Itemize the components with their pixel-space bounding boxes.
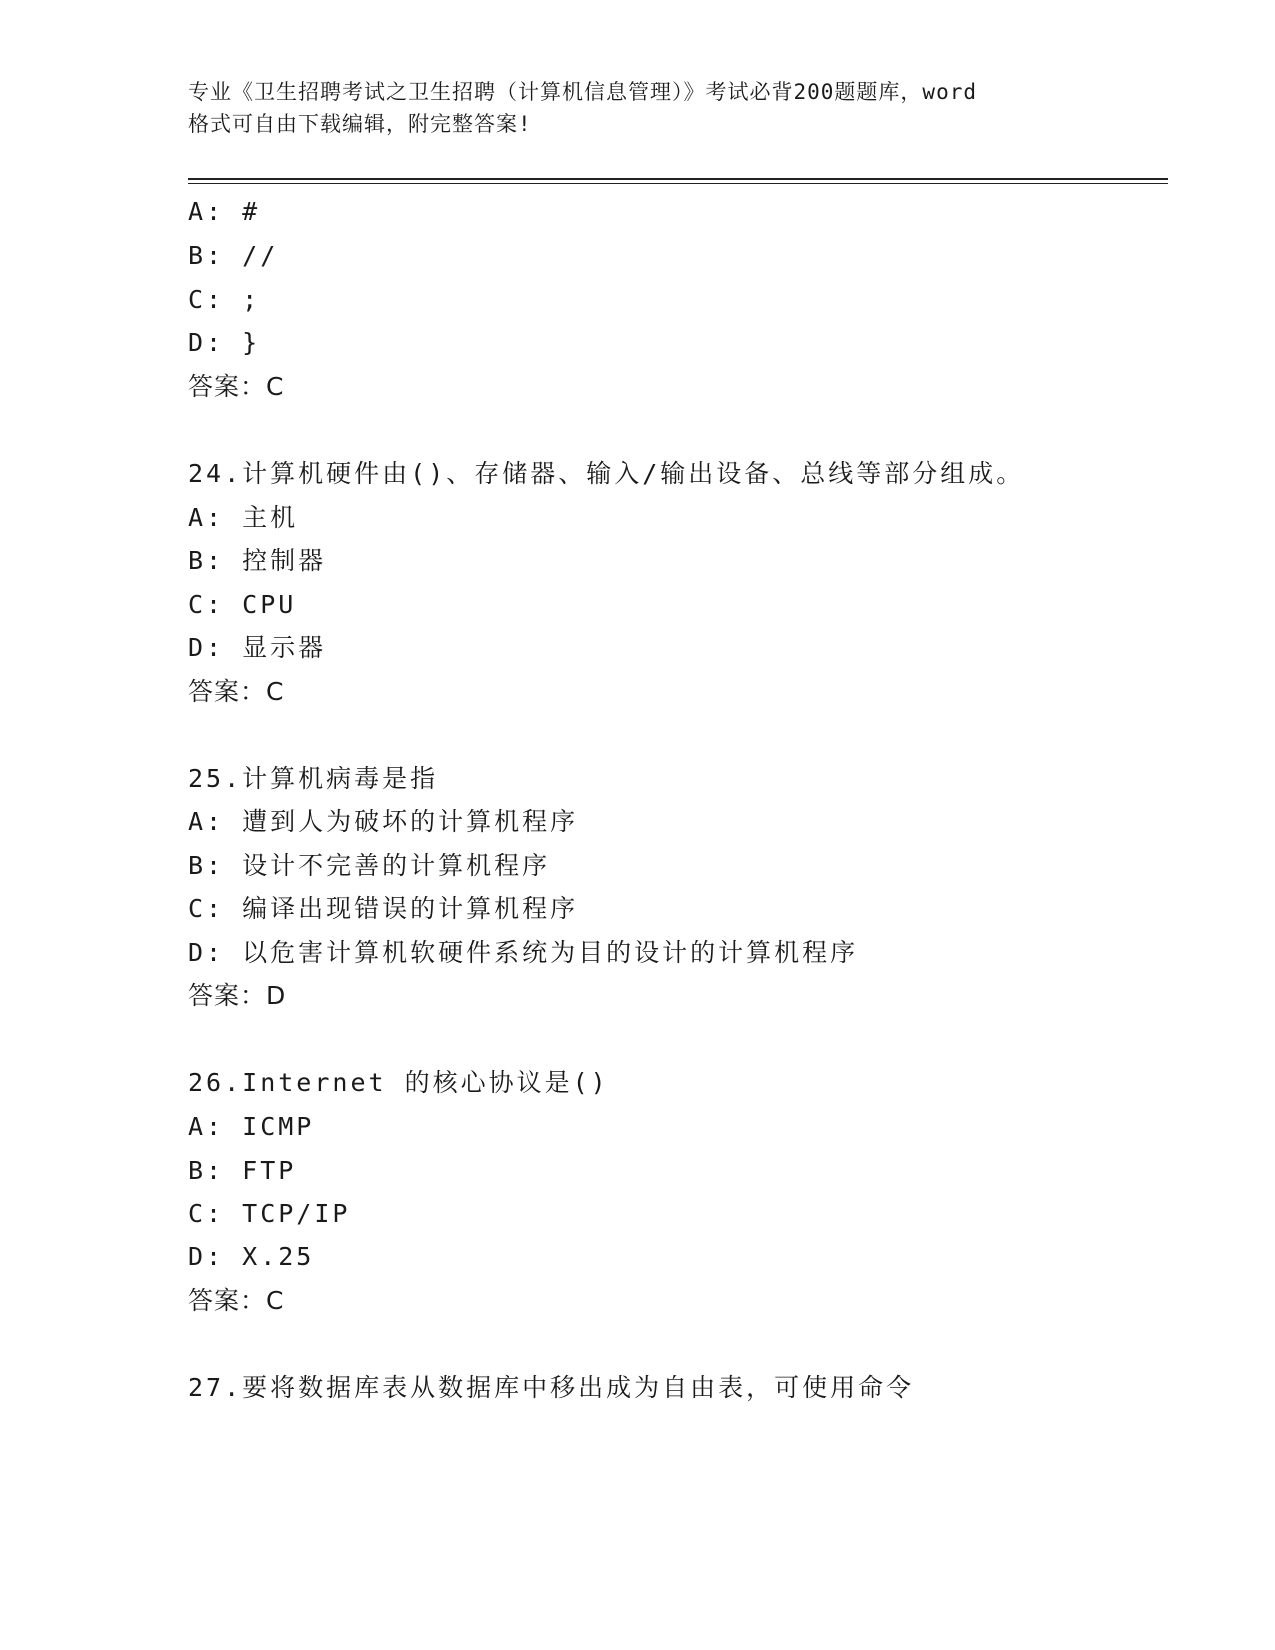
q23-answer: 答案：C	[188, 372, 285, 401]
q24-option-d: D: 显示器	[188, 633, 327, 662]
header-line-2: 格式可自由下载编辑，附完整答案!	[188, 112, 532, 136]
q23-option-b: B: //	[188, 241, 279, 270]
header-divider-thin	[188, 183, 1168, 184]
header-divider-thick	[188, 178, 1168, 180]
q26-option-d: D: X.25	[188, 1242, 315, 1271]
q23-option-d: D: }	[188, 328, 261, 357]
q24-option-b: B: 控制器	[188, 546, 327, 575]
q25-option-d: D: 以危害计算机软硬件系统为目的设计的计算机程序	[188, 938, 859, 967]
q26-option-b: B: FTP	[188, 1156, 297, 1185]
q26-answer: 答案：C	[188, 1286, 285, 1315]
q25-option-a: A: 遭到人为破坏的计算机程序	[188, 807, 579, 836]
q26-option-a: A: ICMP	[188, 1112, 315, 1141]
q24-option-c: C: CPU	[188, 590, 297, 619]
q23-option-c: C: ;	[188, 285, 261, 314]
header-line-1: 专业《卫生招聘考试之卫生招聘（计算机信息管理）》考试必背200题题库，word	[188, 80, 977, 104]
q25-option-c: C: 编译出现错误的计算机程序	[188, 894, 579, 923]
q25-option-b: B: 设计不完善的计算机程序	[188, 851, 551, 880]
q24-question: 24.计算机硬件由()、存储器、输入/输出设备、总线等部分组成。	[188, 459, 1025, 488]
q24-option-a: A: 主机	[188, 503, 299, 532]
q25-answer: 答案：D	[188, 981, 287, 1010]
q26-question: 26.Internet 的核心协议是()	[188, 1068, 609, 1097]
document-header	[188, 76, 1088, 140]
q26-option-c: C: TCP/IP	[188, 1199, 351, 1228]
q27-question: 27.要将数据库表从数据库中移出成为自由表，可使用命令	[188, 1373, 915, 1402]
q23-option-a: A: #	[188, 197, 261, 226]
q24-answer: 答案：C	[188, 677, 285, 706]
q25-question: 25.计算机病毒是指	[188, 764, 439, 793]
